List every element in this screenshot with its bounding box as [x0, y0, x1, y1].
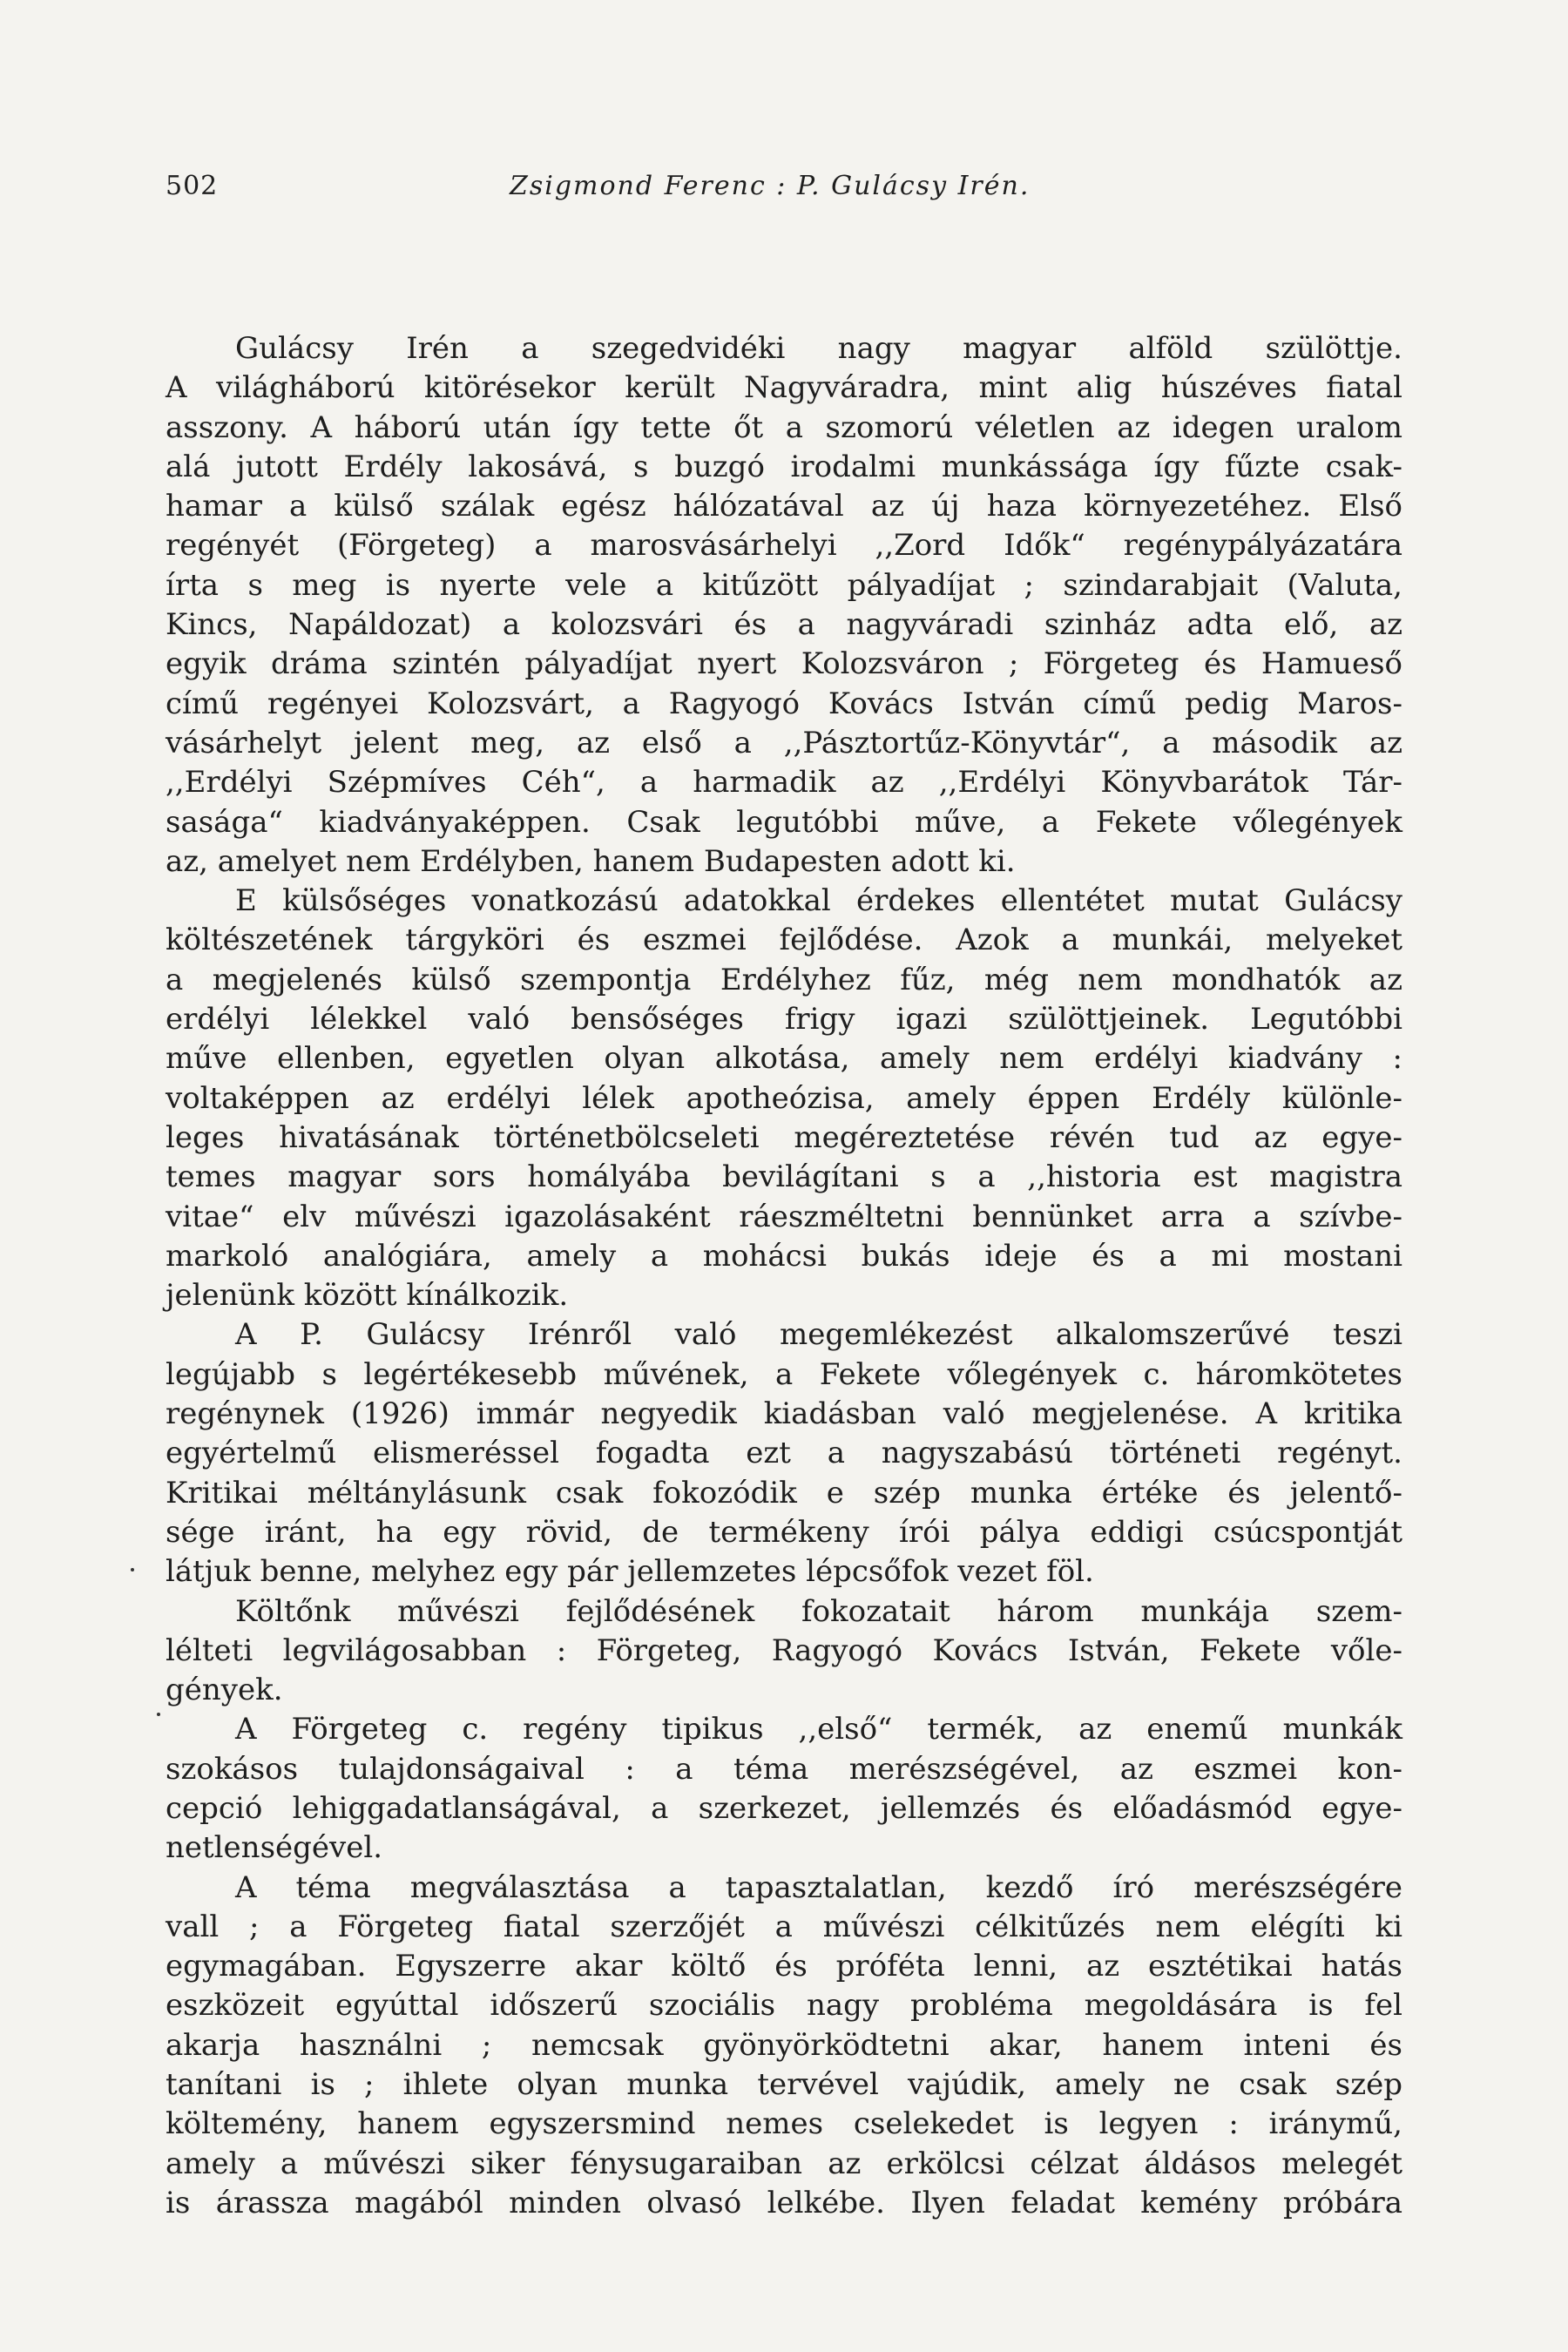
text-line: szokásos tulajdonságaival : a téma merészségével, az eszmei kon-	[166, 1751, 1402, 1787]
text-line: jelenünk között kínálkozik.	[166, 1278, 569, 1314]
text-line: A világháború kitörésekor került Nagyváradra, mint alig húszéves fiatal	[166, 370, 1402, 406]
body-text	[166, 329, 1402, 2223]
text-line: leges hivatásának történetbölcseleti megéreztetése révén tud az egye-	[166, 1119, 1402, 1155]
text-line: ,,Erdélyi Szépmíves Céh“, a harmadik az ,,Erdélyi Könyvbarátok Tár-	[166, 765, 1402, 801]
text-line: alá jutott Erdély lakosává, s buzgó irodalmi munkássága így fűzte csak-	[166, 449, 1402, 484]
text-line: műve ellenben, egyetlen olyan alkotása, amely nem erdélyi kiadvány :	[166, 1041, 1402, 1077]
text-line: regénynek (1926) immár negyedik kiadásban való megjelenése. A kritika	[166, 1396, 1402, 1432]
text-line: vitae“ elv művészi igazolásaként ráeszméltetni bennünket arra a szívbe-	[166, 1199, 1402, 1234]
text-line: A Förgeteg c. regény tipikus ,,első“ termék, az enemű munkák	[235, 1712, 1402, 1747]
running-header	[166, 171, 1402, 211]
running-title: Zsigmond Ferenc : P. Gulácsy Irén.	[510, 171, 1031, 201]
text-line: erdélyi lélekkel való bensőséges frigy igazi szülöttjeinek. Legutóbbi	[166, 1002, 1402, 1037]
text-line: az, amelyet nem Erdélyben, hanem Budapesten adott ki.	[166, 843, 1016, 879]
text-line: is árassza magából minden olvasó lelkébe. Ilyen feladat kemény próbára	[166, 2185, 1402, 2220]
text-line: temes magyar sors homályába bevilágítani s a ,,historia est magistra	[166, 1159, 1402, 1195]
text-line: A téma megválasztása a tapasztalatlan, kezdő író merészségére	[235, 1869, 1402, 1905]
text-line: regényét (Förgeteg) a marosvásárhelyi ,,Zord Idők“ regénypályázatára	[166, 528, 1402, 564]
text-line: Költőnk művészi fejlődésének fokozatait három munkája szem-	[235, 1593, 1402, 1629]
text-line: sasága“ kiadványaképpen. Csak legutóbbi műve, a Fekete vőlegények	[166, 804, 1402, 840]
page-number: 502	[166, 171, 219, 201]
text-line: voltaképpen az erdélyi lélek apotheózisa, amely éppen Erdély különle-	[166, 1080, 1402, 1116]
text-line: markoló analógiára, amely a mohácsi bukás ideje és a mi mostani	[166, 1238, 1402, 1274]
text-line: című regényei Kolozsvárt, a Ragyogó Kovács István című pedig Maros-	[166, 686, 1402, 721]
margin-dot	[131, 1568, 134, 1571]
text-line: vásárhelyt jelent meg, az első a ,,Pásztortűz-Könyvtár“, a második az	[166, 725, 1402, 760]
text-line: eszközeit egyúttal időszerű szociális nagy probléma megoldására is fel	[166, 1988, 1402, 2024]
text-line: E külsőséges vonatkozású adatokkal érdekes ellentétet mutat Gulácsy	[235, 883, 1402, 919]
text-line: hamar a külső szálak egész hálózatával az új haza környezetéhez. Első	[166, 489, 1402, 524]
text-line: Kincs, Napáldozat) a kolozsvári és a nagyváradi szinház adta elő, az	[166, 607, 1402, 643]
text-line: A P. Gulácsy Irénről való megemlékezést alkalomszerűvé teszi	[235, 1317, 1402, 1353]
text-line: asszony. A háború után így tette őt a szomorú véletlen az idegen uralom	[166, 409, 1402, 445]
text-line: egyik dráma szintén pályadíjat nyert Kolozsváron ; Förgeteg és Hamueső	[166, 646, 1402, 682]
text-line: cepció lehiggadatlanságával, a szerkezet, jellemzés és előadásmód egye-	[166, 1790, 1402, 1826]
text-line: tanítani is ; ihlete olyan munka tervével vajúdik, amely ne csak szép	[166, 2067, 1402, 2103]
text-line: egymagában. Egyszerre akar költő és próféta lenni, az esztétikai hatás	[166, 1949, 1402, 1984]
text-line: lélteti legvilágosabban : Förgeteg, Ragyogó Kovács István, Fekete vőle-	[166, 1632, 1402, 1668]
text-line: költészetének tárgyköri és eszmei fejlődése. Azok a munkái, melyeket	[166, 923, 1402, 958]
text-line: akarja használni ; nemcsak gyönyörködtetni akar, hanem inteni és	[166, 2027, 1402, 2063]
text-line: írta s meg is nyerte vele a kitűzött pályadíjat ; szindarabjait (Valuta,	[166, 567, 1402, 603]
text-line: vall ; a Förgeteg fiatal szerzőjét a művészi célkitűzés nem elégíti ki	[166, 1909, 1402, 1944]
text-line: sége iránt, ha egy rövid, de termékeny írói pálya eddigi csúcspontját	[166, 1514, 1402, 1550]
text-line: költemény, hanem egyszersmind nemes cselekedet is legyen : iránymű,	[166, 2106, 1402, 2142]
text-line: egyértelmű elismeréssel fogadta ezt a nagyszabású történeti regényt.	[166, 1436, 1402, 1471]
text-line: látjuk benne, melyhez egy pár jellemzetes lépcsőfok vezet föl.	[166, 1554, 1094, 1590]
text-line: Gulácsy Irén a szegedvidéki nagy magyar alföld szülöttje.	[235, 331, 1402, 366]
text-line: gények.	[166, 1673, 283, 1708]
margin-dot	[157, 1713, 160, 1716]
text-line: netlenségével.	[166, 1830, 383, 1866]
text-line: legújabb s legértékesebb művének, a Fekete vőlegények c. háromkötetes	[166, 1356, 1402, 1392]
text-line: amely a művészi siker fénysugaraiban az erkölcsi célzat áldásos melegét	[166, 2146, 1402, 2181]
text-line: Kritikai méltánylásunk csak fokozódik e szép munka értéke és jelentő-	[166, 1475, 1402, 1511]
text-line: a megjelenés külső szempontja Erdélyhez fűz, még nem mondhatók az	[166, 962, 1402, 997]
